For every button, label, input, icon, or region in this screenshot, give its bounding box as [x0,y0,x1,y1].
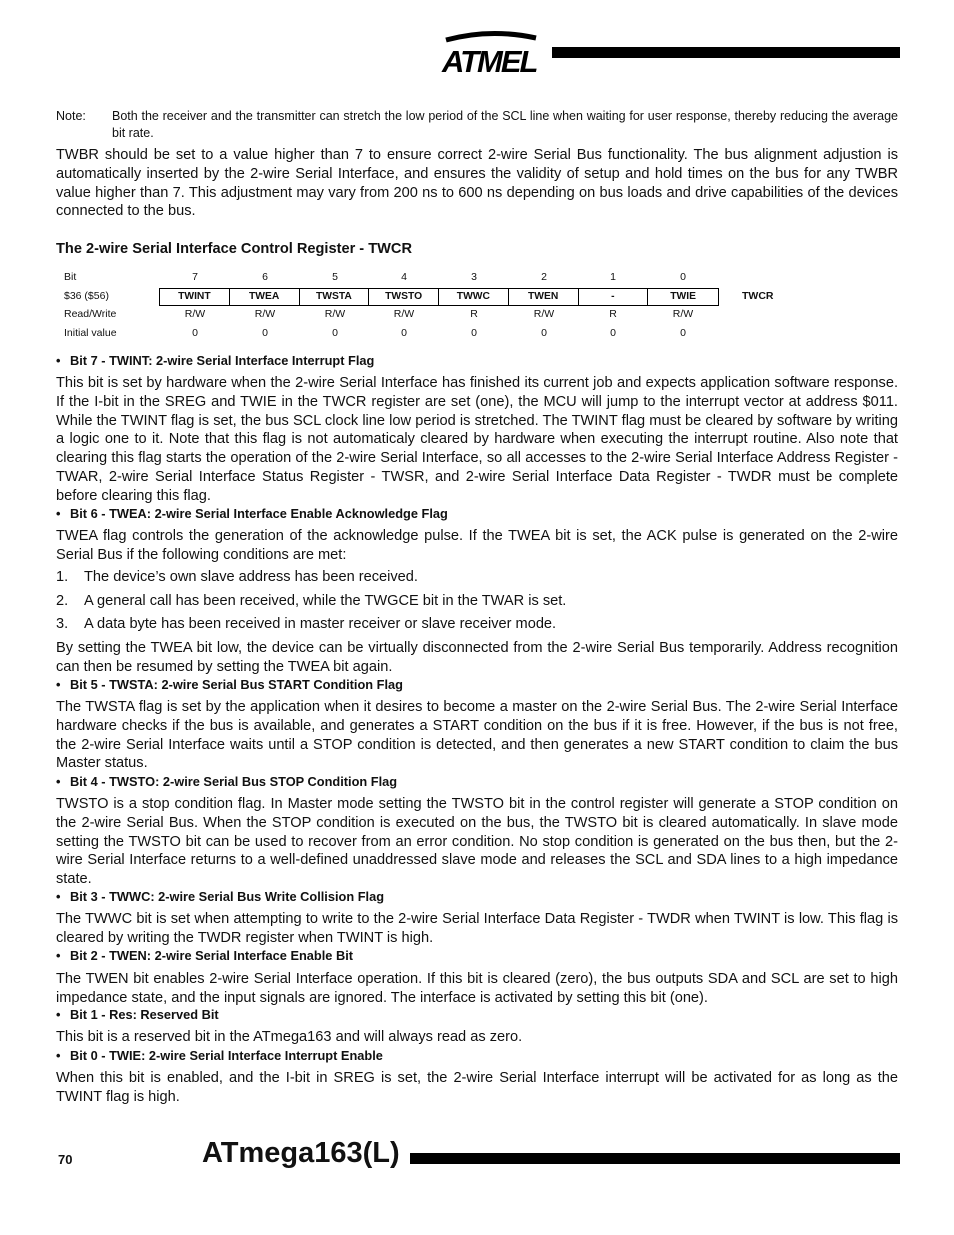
bit-field-twint: TWINT [160,289,230,305]
bit-number: 2 [541,271,547,283]
bullet-icon: • [56,506,61,521]
bullet-icon: • [56,1007,61,1022]
initial-value: 0 [471,327,477,339]
bit-number: 0 [680,271,686,283]
bit4-heading: • Bit 4 - TWSTO: 2-wire Serial Bus STOP Condition Flag [56,774,398,789]
access-value: R/W [184,308,206,320]
bullet-icon: • [56,948,61,963]
atmel-logo [440,30,540,78]
bit-number: 5 [332,271,338,283]
bit-number: 7 [192,271,198,283]
bit-number: 3 [471,271,477,283]
register-name: TWCR [742,290,774,302]
document-title: ATmega163(L) [202,1137,400,1169]
bit2-heading: • Bit 2 - TWEN: 2-wire Serial Interface Enable Bit [56,948,354,963]
row-label-address: $36 ($56) [64,290,109,302]
bit-number: 1 [610,271,616,283]
list-item: 2. A general call has been received, while the TWGCE bit in the TWAR is set. [56,593,567,609]
bullet-icon: • [56,353,61,368]
note-text: Both the receiver and the transmitter can stretch the low period of the SCL line when waiting for user response, thereby reducing the average bit rate. [112,109,898,140]
bit5-heading: • Bit 5 - TWSTA: 2-wire Serial Bus START Condition Flag [56,677,403,692]
bit-field-twie: TWIE [670,291,696,302]
list-item: 1. The device’s own slave address has been received. [56,569,418,585]
row-label-bit: Bit [64,271,77,283]
register-heading: The 2-wire Serial Interface Control Register - TWCR [56,241,412,257]
bit6-after-text: By setting the TWEA bit low, the device can be virtually disconnected from the 2-wire Serial Bus temporarily. Address recognition can then be resumed by setting the TWEA bit again. [56,640,898,675]
bit2-text: The TWEN bit enables 2-wire Serial Interface operation. If this bit is cleared (zero), the bus outputs SDA and SCL are set to high impedance state, and the input signals are ignored. The interface is activated by setting this bit (one). [56,971,898,1006]
bit3-text: The TWWC bit is set when attempting to write to the 2-wire Serial Interface Data Register - TWDR when TWINT is low. This flag is cleared by writing the TWDR register when TWINT is high. [56,911,898,946]
page-number: 70 [58,1152,73,1167]
initial-value: 0 [610,327,616,339]
bullet-icon: • [56,677,61,692]
bit-field-twen: TWEN [509,289,579,305]
initial-value: 0 [401,327,407,339]
bullet-icon: • [56,889,61,904]
bit-field-twsto: TWSTO [369,289,439,305]
bit6-text: TWEA flag controls the generation of the acknowledge pulse. If the TWEA bit is set, the ACK pulse is generated on the 2-wire Serial Bus if the following conditions are met: [56,528,898,563]
footer-rule [410,1153,900,1164]
initial-value: 0 [332,327,338,339]
bit0-text: When this bit is enabled, and the I-bit in SREG is set, the 2-wire Serial Interface interrupt will be activated for as long as the TWINT flag is high. [56,1070,898,1105]
bit7-heading: • Bit 7 - TWINT: 2-wire Serial Interface Interrupt Flag [56,353,375,368]
initial-value: 0 [192,327,198,339]
bit-field-twwc: TWWC [439,289,509,305]
note-label: Note: [56,109,86,123]
access-value: R/W [393,308,415,320]
bit1-text: This bit is a reserved bit in the ATmega163 and will always read as zero. [56,1029,523,1045]
row-label-rw: Read/Write [64,308,117,320]
access-value: R/W [254,308,276,320]
access-value: R/W [324,308,346,320]
access-value: R [470,308,478,320]
bit-number: 4 [401,271,407,283]
access-value: R/W [533,308,555,320]
list-item: 3. A data byte has been received in master receiver or slave receiver mode. [56,616,557,632]
register-bit-fields [159,288,719,306]
bit-field-reserved: - [579,289,649,305]
header-rule [552,47,900,58]
bit-field-twea: TWEA [230,289,300,305]
bit7-text: This bit is set by hardware when the 2-wire Serial Interface has finished its current job and expects application software response. If the I-bit in the SREG and TWIE in the TWCR register are set (one), the MCU will jump to the interrupt vector at address $011. While the TWINT flag is set, the bus SCL clock line low period is stretched. The TWINT flag must be cleared by software by writing a logic one to it. Note that this flag is not automaticaly cleared by hardware when executing the interrupt routine. Also note that clearing this flag starts the operation of the 2-wire Serial Interface, so all accesses to the 2-wire Serial Interface Address Register - TWAR, 2-wire Serial Interface Status Register - TWSR, and 2-wire Serial Interface Data Register - TWDR must be complete before clearing this flag. [56,375,898,504]
bit4-text: TWSTO is a stop condition flag. In Master mode setting the TWSTO bit in the control register will generate a STOP condition on the 2-wire Serial Bus. When the STOP condition is executed on the bus, the TWSTO bit is cleared automatically. In slave mode setting the TWSTO bit can be used to recover from an error condition. No stop condition is generated on the bus then, but the 2-wire Serial Interface returns to a well-defined unaddressed slave mode and releases the SCL and SDA lines to a high impedance state. [56,796,898,888]
row-label-initial: Initial value [64,327,117,339]
bit-field-twsta: TWSTA [300,289,370,305]
initial-value: 0 [541,327,547,339]
bullet-icon: • [56,1048,61,1063]
initial-value: 0 [262,327,268,339]
svg-text:ATMEL: ATMEL [442,44,537,78]
bit1-heading: • Bit 1 - Res: Reserved Bit [56,1007,219,1022]
bullet-icon: • [56,774,61,789]
access-value: R [609,308,617,320]
bit-number: 6 [262,271,268,283]
bit6-heading: • Bit 6 - TWEA: 2-wire Serial Interface Enable Acknowledge Flag [56,506,448,521]
bit3-heading: • Bit 3 - TWWC: 2-wire Serial Bus Write Collision Flag [56,889,385,904]
access-value: R/W [672,308,694,320]
intro-paragraph: TWBR should be set to a value higher than 7 to ensure correct 2-wire Serial Bus functionality. The bus alignment adjustion is automatically inserted by the 2-wire Serial Interface, and ensures the validity of setup and hold times on the bus for any TWBR value higher than 7. This adjustment may vary from 200 ns to 600 ns depending on bus loads and drive capabilities of the devices connected to the bus. [56,147,898,220]
initial-value: 0 [680,327,686,339]
bit0-heading: • Bit 0 - TWIE: 2-wire Serial Interface Interrupt Enable [56,1048,383,1063]
bit5-text: The TWSTA flag is set by the application when it desires to become a master on the 2-wire Serial Bus. The 2-wire Serial Interface hardware checks if the bus is available, and generates a START condition on the bus if it is free. However, if the bus is not free, the 2-wire Serial Interface waits until a STOP condition is detected, and then generates a new START condition to claim the bus Master status. [56,699,898,772]
